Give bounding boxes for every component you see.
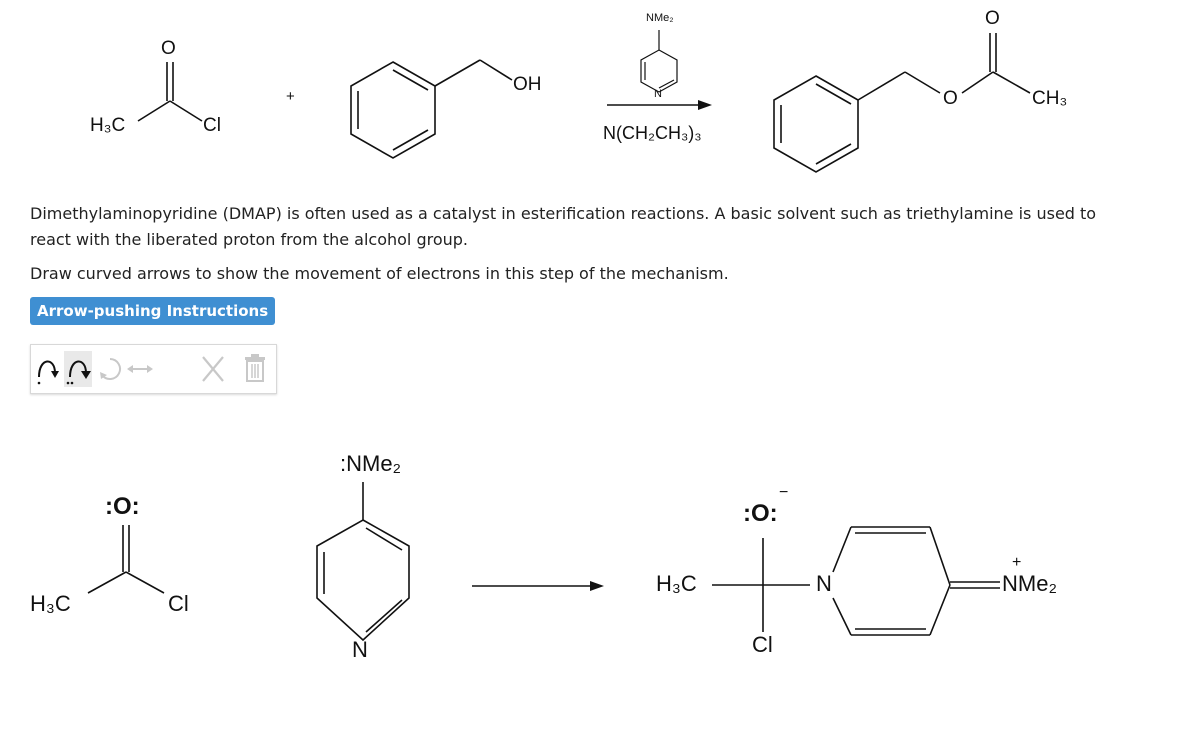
trash-icon[interactable]: [241, 345, 269, 393]
arrow-toolbar: [30, 344, 277, 394]
dmap-n-label: N: [654, 88, 662, 100]
mech-h3c-label[interactable]: H₃C: [30, 591, 71, 616]
intermediate-cl-label[interactable]: Cl: [752, 632, 773, 657]
product-carbonyl-o-label: O: [985, 8, 1000, 29]
mech-cl-label[interactable]: Cl: [168, 591, 189, 616]
arrow-pushing-instructions-button[interactable]: Arrow-pushing Instructions: [30, 297, 275, 325]
intermediate-o-label[interactable]: :O:: [743, 500, 778, 527]
electron-pair-arrow-icon[interactable]: [63, 345, 93, 393]
single-electron-arrow-icon[interactable]: [33, 345, 61, 393]
intermediate-h3c-label[interactable]: H₃C: [656, 571, 697, 596]
plus-sign: +: [286, 88, 295, 105]
dmap-nme2-label: NMe₂: [646, 12, 674, 24]
intermediate-n-label[interactable]: N: [816, 571, 832, 596]
question-text: [30, 201, 1180, 253]
intermediate-plus-charge: +: [1012, 554, 1022, 571]
question-line1: Dimethylaminopyridine (DMAP) is often used as a catalyst in esterification reactions. A basic solvent such as triethylamine is used to: [30, 204, 1097, 223]
resonance-arrow-icon[interactable]: [125, 345, 155, 393]
h3c-label: H₃C: [90, 115, 126, 136]
mech-dmap-nme2-label[interactable]: :NMe₂: [340, 451, 402, 476]
intermediate-nme2-label[interactable]: NMe₂: [1002, 571, 1057, 596]
mech-dmap-n-label[interactable]: N: [352, 637, 368, 662]
question-line2: react with the liberated proton from the alcohol group.: [30, 230, 469, 249]
base-label: N(CH₂CH₃)₃: [603, 123, 702, 143]
hydroxyl-label: OH: [513, 74, 542, 95]
cyclic-arrow-icon[interactable]: [97, 345, 123, 393]
mech-carbonyl-o-label[interactable]: :O:: [105, 493, 140, 520]
carbonyl-o-label: O: [161, 38, 176, 59]
cl-label: Cl: [203, 115, 221, 136]
product-ch3-label: CH₃: [1032, 88, 1068, 109]
delete-x-icon[interactable]: [199, 345, 227, 393]
product-ester-o-label: O: [943, 88, 958, 109]
intermediate-minus-charge: −: [779, 484, 789, 501]
instruction-text: Draw curved arrows to show the movement of electrons in this step of the mechanism.: [30, 264, 729, 283]
